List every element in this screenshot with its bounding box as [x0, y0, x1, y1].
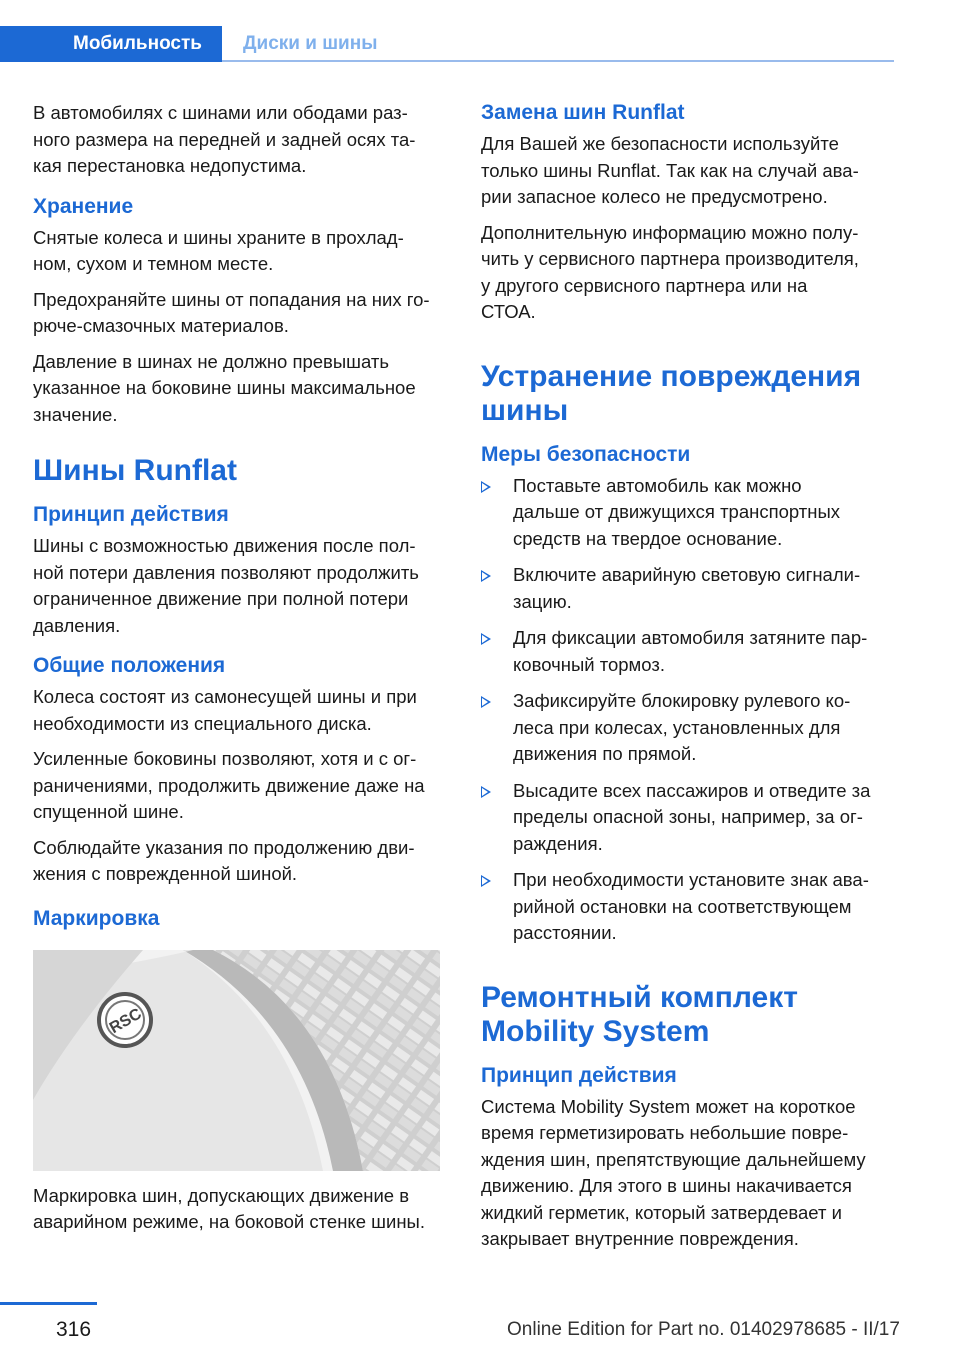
- triangle-bullet-icon: [481, 570, 491, 582]
- storage-paragraph-3: Давление в шинах не должно превышать указанное на боковине шины максимальное значение.: [33, 350, 416, 425]
- tire-drawing: [33, 950, 440, 1171]
- list-item-text: Зафиксируйте блокировку рулевого ко- леса при колесах, установленных для движения по прямой.: [513, 690, 851, 764]
- list-item: [481, 778, 896, 858]
- list-item-text: Высадите всех пассажиров и отведите за пределы опасной зоны, например, за ог- раждения.: [513, 779, 871, 854]
- general-paragraph-3: Соблюдайте указания по продолжению дви- жения с поврежденной шиной.: [33, 836, 415, 884]
- kit-paragraph: Система Mobility System может на короткое время герметизировать небольшие повре- ждения шин, препятствующие дальнейшему движению. Для этого в шины накачивается жидкий герметик, который затвердевает и закрывает внутренние повреждения.: [481, 1095, 866, 1249]
- header-divider: [0, 60, 894, 62]
- principle-heading: Принцип действия: [33, 503, 229, 526]
- tab-mobility[interactable]: [0, 26, 222, 62]
- chapter-header: [0, 26, 894, 62]
- runflat-tire-illustration: [33, 950, 440, 1171]
- list-item: [481, 562, 896, 615]
- page-number: 316: [56, 1318, 92, 1341]
- storage-heading: Хранение: [33, 194, 134, 218]
- triangle-bullet-icon: [481, 481, 491, 493]
- triangle-bullet-icon: [481, 696, 491, 708]
- general-paragraph-1: Колеса состоят из самонесущей шины и при необходимости из специального диска.: [33, 686, 417, 734]
- replace-paragraph-1: Для Вашей же безопасности используйте только шины Runflat. Так как на случай ава- рии запасное колесо не предусмотрено.: [481, 133, 859, 207]
- triangle-bullet-icon: [481, 633, 491, 645]
- triangle-bullet-icon: [481, 786, 491, 798]
- edition-note: Online Edition for Part no. 01402978685 - II/17: [507, 1319, 900, 1340]
- rsc-logo: RSC: [106, 1004, 145, 1037]
- list-item-text: Включите аварийную световую сигнали- зацию.: [513, 564, 861, 612]
- triangle-bullet-icon: [481, 875, 491, 887]
- left-column: [33, 100, 448, 1245]
- safety-heading: Меры безопасности: [481, 442, 691, 466]
- right-column: [481, 100, 896, 1262]
- safety-list: [481, 473, 896, 947]
- figure-caption: Маркировка шин, допускающих движение в аварийном режиме, на боковой стенке шины.: [33, 1184, 425, 1232]
- storage-paragraph-1: Снятые колеса и шины храните в прохлад- ном, сухом и темном месте.: [33, 226, 404, 274]
- tab-mobility-label: Мобильность: [73, 33, 202, 54]
- list-item: [481, 625, 896, 678]
- list-item: [481, 688, 896, 768]
- intro-paragraph: В автомобилях с шинами или ободами раз- ного размера на передней и задней осях та- кая перестановка недопустима.: [33, 102, 416, 176]
- storage-paragraph-2: Предохраняйте шины от попадания на них го- рюче-смазочных материалов.: [33, 288, 430, 336]
- tab-wheels-tires[interactable]: Диски и шины: [243, 33, 378, 54]
- principle-paragraph: Шины с возможностью движения после пол- ной потери давления позволяют продолжить ограниченное движение при полной потери давления.: [33, 535, 419, 636]
- footer-divider: [0, 1302, 97, 1305]
- repair-heading: Устранение повреждения шины: [481, 359, 862, 427]
- marking-heading: Маркировка: [33, 906, 160, 930]
- list-item-text: Поставьте автомобиль как можно дальше от движущихся транспортных средств на твердое основание.: [513, 474, 841, 549]
- general-paragraph-2: Усиленные боковины позволяют, хотя и с ог- раничениями, продолжить движение даже на спущенной шине.: [33, 748, 425, 822]
- replace-paragraph-2: Дополнительную информацию можно полу- чить у сервисного партнера производителя, у другого сервисного партнера или на СТОА.: [481, 221, 859, 322]
- runflat-heading: Шины Runflat: [33, 454, 237, 487]
- mobility-kit-heading: Ремонтный комплект Mobility System: [481, 980, 798, 1048]
- list-item-text: Для фиксации автомобиля затяните пар- ковочный тормоз.: [513, 627, 868, 675]
- list-item: [481, 867, 896, 947]
- list-item: [481, 473, 896, 553]
- general-heading: Общие положения: [33, 654, 226, 677]
- kit-principle-heading: Принцип действия: [481, 1063, 677, 1087]
- replace-heading: Замена шин Runflat: [481, 101, 685, 124]
- list-item-text: При необходимости установите знак ава- рийной остановки на соответствующем расстоянии.: [513, 869, 869, 943]
